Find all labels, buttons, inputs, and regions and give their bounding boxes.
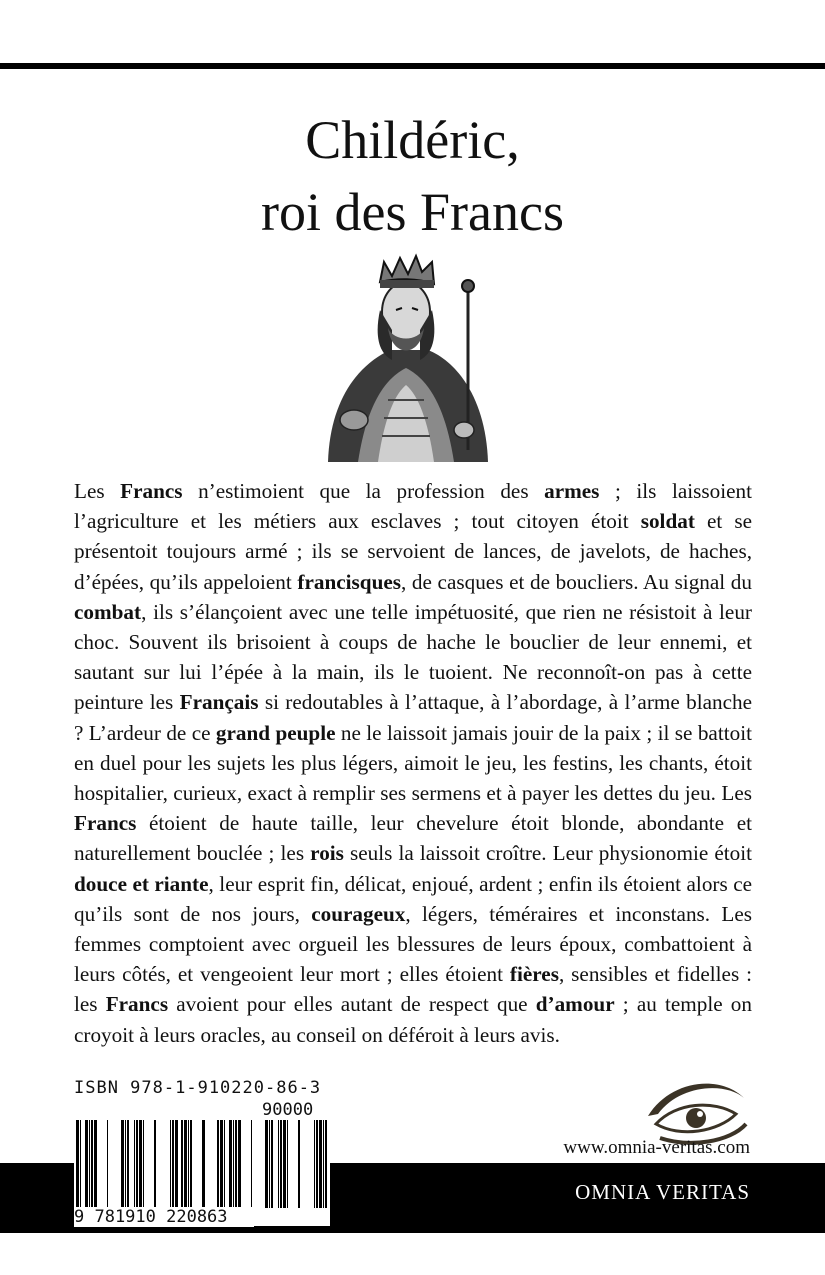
bold-term: courageux — [311, 901, 406, 926]
bold-term: Francs — [74, 811, 137, 836]
text-run: avoient pour elles autant de respect que — [168, 992, 536, 1017]
eye-logo-icon — [640, 1068, 750, 1148]
text-run: , ils s’élançoient avec une telle impétuosité, que rien ne résistoit à leur choc. Souvent ils brisoient à coups de hache le bouclier de leur ennemi, et sautant sur lui l’épée à la main, ils le tuoient. Ne reconnoît-on pas à cette peinture les — [74, 599, 752, 715]
text-run: si redoutables à l’attaque, à l’abordage, à l’arme blanche ? L’ardeur de ce — [74, 690, 752, 745]
bold-term: Français — [179, 690, 259, 715]
text-run: , leur esprit fin, délicat, enjoué, ardent ; enfin ils étoient alors ce qu’ils sont de nos jours, — [74, 871, 753, 926]
isbn-label: ISBN 978-1-910220-86-3 — [74, 1078, 322, 1098]
text-run: seuls la laissoit croître. Leur physionomie étoit — [343, 841, 752, 866]
text-run: n’estimoient que la profession des — [182, 479, 545, 503]
bold-term: grand peuple — [215, 720, 336, 745]
text-run: , de casques et de boucliers. Au signal du — [401, 569, 752, 594]
bold-term: fières — [509, 962, 559, 987]
bold-term: Francs — [105, 992, 169, 1017]
text-run: étoient de haute taille, leur chevelure étoit blonde, abondante et naturellement bouclée ; les — [74, 811, 752, 866]
text-run: et se présentoit toujours armé ; ils se servoient de lances, de javelots, de haches, d’épées, qu’ils appeloient — [74, 509, 752, 594]
bold-term: francisques — [297, 569, 401, 594]
price-code: 90000 — [262, 1100, 314, 1120]
text-run: ; ils laissoient l’agriculture et les métiers aux esclaves ; tout citoyen étoit — [74, 479, 753, 534]
king-portrait-engraving-icon — [318, 250, 496, 462]
text-run: Les — [74, 479, 121, 503]
bold-term: soldat — [640, 509, 695, 534]
publisher-website: www.omnia-veritas.com — [563, 1137, 750, 1158]
back-cover-blurb — [74, 476, 752, 1050]
book-title-line2: roi des Francs — [261, 182, 564, 242]
top-rule — [0, 63, 825, 69]
text-run: ; au temple on croyoit à leurs oracles, au conseil on déféroit à leurs avis. — [74, 992, 752, 1047]
bold-term: rois — [310, 841, 344, 866]
text-run: , légers, téméraires et inconstans. Les femmes comptoient avec orgueil les blessures de leurs époux, combattoient à leurs côtés, et vengeoient leur mort ; elles étoient — [74, 901, 752, 987]
bold-term: Francs — [120, 479, 183, 503]
publisher-brand: OMNIA VERITAS — [575, 1180, 750, 1204]
bold-term: combat — [74, 599, 142, 624]
ean-digits: 9 781910 220863 — [74, 1207, 254, 1227]
bold-term: douce et riante — [74, 871, 209, 896]
book-title-line1: Childéric, — [305, 110, 520, 170]
bold-term: armes — [544, 479, 600, 503]
text-run: ne le laissoit jamais jouir de la paix ; il se battoit en duel pour les sujets les plus légers, aimoit le jeu, les festins, les chants, étoit hospitalier, curieux, exact à remplir ses sermens et à payer les dettes du jeu. Les — [74, 720, 752, 806]
barcode-icon — [74, 1120, 330, 1208]
bold-term: d’amour — [535, 992, 615, 1017]
text-run: , sensibles et fidelles : les — [74, 962, 752, 1017]
